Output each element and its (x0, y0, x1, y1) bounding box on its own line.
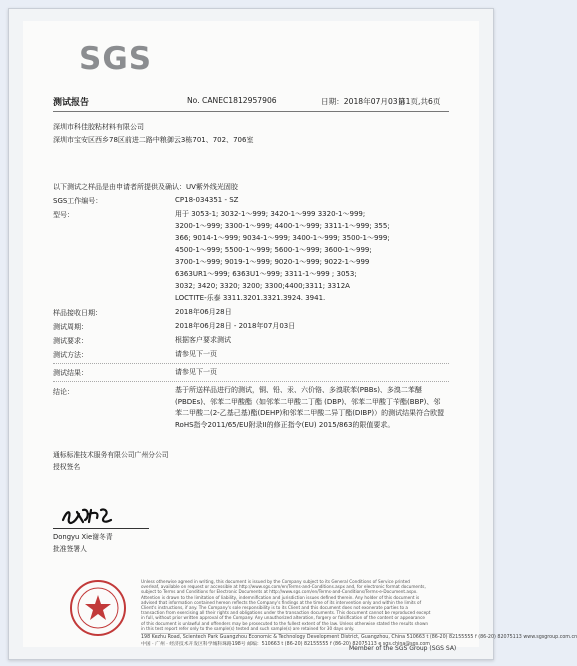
report-page (23, 21, 577, 647)
received-value: 2018年06月28日 (175, 308, 232, 316)
footer-address-cn: 中国 · 广州 · 经济技术开发区科学城科珠路198号 邮编：510663 t (86-20) 82155555 f (86-20) 82075113 e sgs.china@sgs.com (141, 642, 430, 647)
request-value: 根据客户要求测试 (175, 336, 231, 344)
model-line: 用于 3053-1; 3032-1～999; 3420-1～999 3320-1～999; (175, 210, 366, 218)
sgs-logo (79, 39, 153, 79)
result-value: 请参见下一页 (175, 368, 217, 376)
sgs-logo-text: SGS (79, 41, 153, 77)
footer-rule (141, 633, 453, 634)
signatory-authorized: 授权签名 (53, 463, 81, 471)
signature-rule (53, 528, 149, 529)
fine-print-line: Unless otherwise agreed in writing, this document is issued by the Company subject to its General Conditions of Service printed (141, 579, 410, 584)
request-label: 测试要求： (53, 337, 88, 345)
footer-address (141, 635, 577, 647)
fine-print-line: in full, without prior written approval of the Company. Any unauthorized alteration, forgery or falsification of the content or appearance (141, 615, 425, 621)
conclusion-text: 基于所送样品进行的测试，铜、铅、汞、六价铬、多溴联苯(PBBs)、多溴二苯醚(PBDEs)、邻苯二甲酸酯（如邻苯二甲酸二丁酯 (DBP)、邻苯二甲酸丁苄酯(BBP)、邻苯二甲酸二(2-乙基己基)酯(DEHP)和邻苯二甲酸二异丁酯(DIBP)）的测试结果符合欧盟RoHS指令2011/65/EU附录II的修正指令(EU) 2015/863的限值要求。 (175, 386, 445, 429)
handwritten-signature (59, 504, 119, 528)
result-divider (53, 363, 449, 364)
header-rule (53, 111, 449, 112)
sample-intro: 以下测试之样品是由申请者所提供及确认：UV紫外线光固胶 (53, 183, 238, 191)
fine-print-line: advised that information contained hereon reflects the Company's findings at the time of its intervention only and within the limits of (141, 599, 422, 605)
report-number: No. CANEC1812957906 (187, 96, 277, 105)
model-line: 3700-1～999; 9019-1～999; 9020-1～999; 9022-1～999 (175, 258, 370, 266)
sgs-seal-icon (69, 579, 127, 637)
applicant-name: 深圳市科佳胶粘材料有限公司 (53, 123, 144, 131)
job-no-value: CP18-034351 - SZ (175, 196, 239, 204)
model-line: 366; 9014-1～999; 9034-1～999; 3400-1～999; 3500-1～999; (175, 234, 390, 242)
conclusion-divider (53, 381, 449, 382)
footer-address-en: 198 Kezhu Road, Scientech Park Guangzhou Economic & Technology Development District, Guangzhou, China 510663 t (86-20) 82155555 f (86-20) 82075113 www.sgsgroup.com.cn (141, 635, 577, 640)
signatory-title: 批准签署人 (53, 545, 87, 553)
page-number: 第1页,共6页 (398, 97, 441, 106)
signatory-name: Dongyu Xie谢冬青 (53, 533, 113, 541)
job-no-label: SGS工作编号： (53, 197, 103, 205)
received-label: 样品接收日期： (53, 309, 102, 317)
report-header (53, 95, 449, 109)
model-label: 型号： (53, 211, 74, 219)
conclusion-label: 结论： (53, 388, 74, 396)
model-line: 3200-1～999; 3300-1～999; 4400-1～999; 3311-1～999; 355; (175, 222, 390, 230)
fine-print-line: in this test report refer only to the sample(s) tested and such sample(s) are retained for 30 days only. (141, 625, 355, 631)
fine-print-line: of this document is unlawful and offenders may be prosecuted to the fullest extent of the law. Unless otherwise stated the results shown (141, 620, 429, 626)
method-label: 测试方法： (53, 351, 88, 359)
footer-terms (141, 579, 453, 631)
fine-print-line: overleaf, available on request or accessible at http://www.sgs.com/en/Terms-and-Conditions.aspx and, for electronic format documents, (141, 584, 426, 590)
fine-print-line: transaction from exercising all their rights and obligations under the transaction documents. This document cannot be reproduced except (141, 610, 431, 616)
fine-print-line: Client's instructions, if any. The Company's sole responsibility is to its Client and this document does not exonerate parties to a (141, 605, 408, 611)
document-frame (8, 8, 577, 660)
model-line: LOCTITE-乐泰 3311.3201.3321.3924. 3941. (175, 294, 326, 302)
result-label: 测试结果： (53, 369, 88, 377)
test-period-label: 测试周期： (53, 323, 88, 331)
report-date: 日期：2018年07月03日 (321, 97, 406, 106)
report-title: 测试报告 (53, 98, 90, 108)
fine-print-line: Attention is drawn to the limitation of liability, indemnification and jurisdiction issues defined therein. Any holder of this document is (141, 594, 420, 600)
model-line: 4500-1～999; 5500-1～999; 5600-1～999; 3600-1～999; (175, 246, 372, 254)
model-line: 3032; 3420; 3320; 3200; 3300;4400;3311; 3312A (175, 282, 350, 290)
signatory-company: 通标标准技术服务有限公司广州分公司 (53, 451, 169, 459)
sgs-group-member: Member of the SGS Group (SGS SA) (349, 645, 457, 652)
fine-print-line: subject to Terms and Conditions for Electronic Documents at http://www.sgs.com/en/Terms-and-Conditions/Terms-e-Document.aspx. (141, 589, 418, 595)
model-list (175, 208, 390, 304)
test-period-value: 2018年06月28日 - 2018年07月03日 (175, 322, 296, 330)
method-value: 请参见下一页 (175, 350, 217, 358)
applicant-address: 深圳市宝安区西乡78区前进二路中粮御云3栋701、702、706室 (53, 136, 254, 144)
model-line: 6363UR1～999; 6363U1～999; 3311-1～999 ; 3053; (175, 270, 357, 278)
